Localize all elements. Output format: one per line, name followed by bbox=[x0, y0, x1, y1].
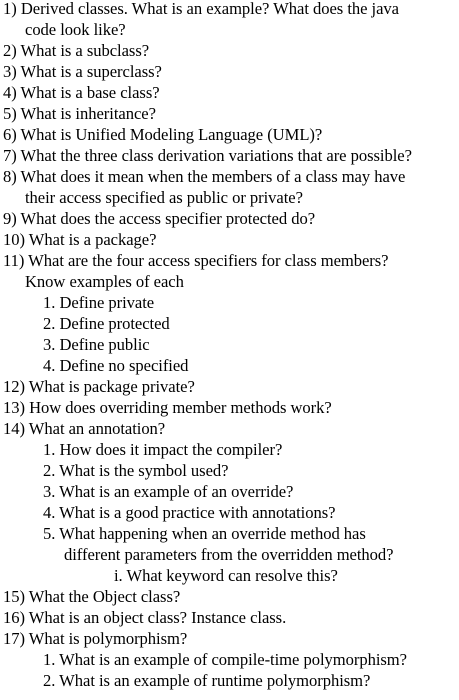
question-16: 16) What is an object class? Instance class. bbox=[3, 608, 287, 627]
question-14-subsubitem: i. What keyword can resolve this? bbox=[114, 566, 338, 585]
question-15: 15) What the Object class? bbox=[3, 587, 181, 606]
question-11-subitem: 2. Define protected bbox=[43, 314, 170, 333]
question-14-subitem: 2. What is the symbol used? bbox=[43, 461, 229, 480]
question-5: 5) What is inheritance? bbox=[3, 104, 156, 123]
question-13: 13) How does overriding member methods work? bbox=[3, 398, 332, 417]
question-14-subitem: 5. What happening when an override method has bbox=[43, 524, 366, 543]
question-14-subitem: 3. What is an example of an override? bbox=[43, 482, 294, 501]
question-3: 3) What is a superclass? bbox=[3, 62, 162, 81]
question-14: 14) What an annotation? bbox=[3, 419, 166, 438]
question-8: 8) What does it mean when the members of a class may have bbox=[3, 167, 406, 186]
question-1-continuation: code look like? bbox=[25, 20, 126, 39]
question-7: 7) What the three class derivation variations that are possible? bbox=[3, 146, 412, 165]
question-11: 11) What are the four access specifiers for class members? bbox=[3, 251, 389, 270]
question-11-subitem: 3. Define public bbox=[43, 335, 150, 354]
question-14-subitem: 1. How does it impact the compiler? bbox=[43, 440, 283, 459]
question-6: 6) What is Unified Modeling Language (UML)? bbox=[3, 125, 323, 144]
question-8-continuation: their access specified as public or private? bbox=[25, 188, 303, 207]
question-11-subitem: 1. Define private bbox=[43, 293, 155, 312]
question-12: 12) What is package private? bbox=[3, 377, 195, 396]
question-11-subitem: 4. Define no specified bbox=[43, 356, 189, 375]
question-11-continuation: Know examples of each bbox=[25, 272, 184, 291]
question-17-subitem: 2. What is an example of runtime polymorphism? bbox=[43, 671, 371, 690]
question-14-subitem-continuation: different parameters from the overridden method? bbox=[64, 545, 394, 564]
question-1: 1) Derived classes. What is an example? What does the java bbox=[3, 0, 399, 18]
question-4: 4) What is a base class? bbox=[3, 83, 160, 102]
question-17-subitem: 1. What is an example of compile-time polymorphism? bbox=[43, 650, 407, 669]
question-9: 9) What does the access specifier protected do? bbox=[3, 209, 316, 228]
question-14-subitem: 4. What is a good practice with annotations? bbox=[43, 503, 336, 522]
question-2: 2) What is a subclass? bbox=[3, 41, 150, 60]
question-10: 10) What is a package? bbox=[3, 230, 157, 249]
question-17: 17) What is polymorphism? bbox=[3, 629, 188, 648]
